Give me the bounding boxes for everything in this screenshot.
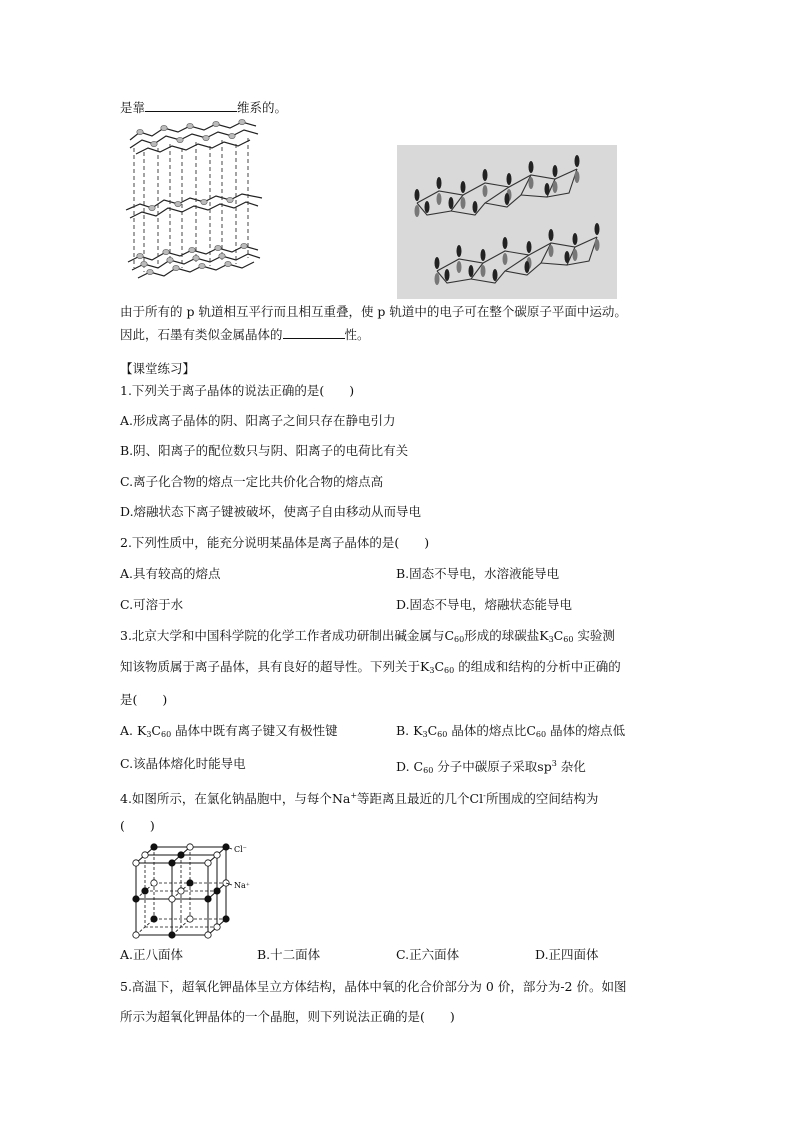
q4-option-d[interactable]: D.正四面体: [535, 947, 599, 962]
section-title: 【课堂练习】: [120, 361, 196, 376]
answer-blank[interactable]: [283, 325, 345, 339]
q3-option-c[interactable]: C.该晶体熔化时能导电: [120, 756, 246, 771]
q3-option-d[interactable]: D. $C_{60}$ 分子中碳原子采取$sp^3$ 杂化: [396, 759, 586, 775]
q1-stem: 1.下列关于离子晶体的说法正确的是( ): [120, 383, 355, 398]
q3-option-b[interactable]: B. $K_3C_{60}$ 晶体的熔点比$C_{60}$ 晶体的熔点低: [396, 723, 626, 739]
q2-option-a[interactable]: A.具有较高的熔点: [120, 566, 221, 581]
q2-stem: 2.下列性质中，能充分说明某晶体是离子晶体的是( ): [120, 535, 430, 550]
q2-option-d[interactable]: D.固态不导电，熔融状态能导电: [396, 597, 573, 612]
q1-option-c[interactable]: C.离子化合物的熔点一定比共价化合物的熔点高: [120, 474, 384, 489]
q4-stem-line2: ( ): [120, 818, 155, 833]
q4-option-a[interactable]: A.正八面体: [120, 947, 184, 962]
graphite-layers-figure: [122, 118, 270, 288]
q1-option-a[interactable]: A.形成离子晶体的阴、阳离子之间只存在静电引力: [120, 413, 396, 428]
q2-option-c[interactable]: C.可溶于水: [120, 597, 184, 612]
q3-stem-line3: 是( ): [120, 692, 168, 707]
q3-option-a[interactable]: A. $K_3C_{60}$ 晶体中既有离子键又有极性键: [120, 723, 338, 739]
p-orbital-figure: [397, 145, 617, 299]
intro-para-line2: 因此，石墨有类似金属晶体的 性。: [120, 327, 370, 342]
na-label: Na⁺: [234, 881, 250, 890]
q1-option-d[interactable]: D.熔融状态下离子键被破坏，使离子自由移动从而导电: [120, 504, 422, 519]
cl-label: Cl⁻: [234, 845, 247, 854]
q3-stem-line1: 3.北京大学和中国科学院的化学工作者成功研制出碱金属与$C_{60}$形成的球碳盐$K_3C_{60}$ 实验测: [120, 628, 615, 644]
intro-para-line1: 由于所有的 p 轨道相互平行而且相互重叠，使 p 轨道中的电子可在整个碳原子平面中运动。: [120, 304, 627, 319]
nacl-unit-cell-figure: [128, 843, 258, 939]
q2-option-b[interactable]: B.固态不导电，水溶液能导电: [396, 566, 560, 581]
q1-option-b[interactable]: B.阴、阳离子的配位数只与阴、阳离子的电荷比有关: [120, 443, 409, 458]
intro-line1: 是靠 维系的。: [120, 100, 288, 115]
q4-stem-line1: 4.如图所示，在氯化钠晶胞中，与每个Na+等距离且最近的几个Cl-所围成的空间结构为: [120, 791, 599, 806]
q3-stem-line2: 知该物质属于离子晶体，具有良好的超导性。下列关于$K_3C_{60}$ 的组成和结构的分析中正确的: [120, 659, 621, 675]
q5-stem-line2: 所示为超氧化钾晶体的一个晶胞，则下列说法正确的是( ): [120, 1009, 455, 1024]
answer-blank[interactable]: [145, 98, 237, 112]
q4-option-b[interactable]: B.十二面体: [257, 947, 321, 962]
q4-option-c[interactable]: C.正六面体: [396, 947, 460, 962]
q5-stem-line1: 5.高温下，超氧化钾晶体呈立方体结构，晶体中氧的化合价部分为 0 价，部分为-2 价。如图: [120, 979, 627, 994]
